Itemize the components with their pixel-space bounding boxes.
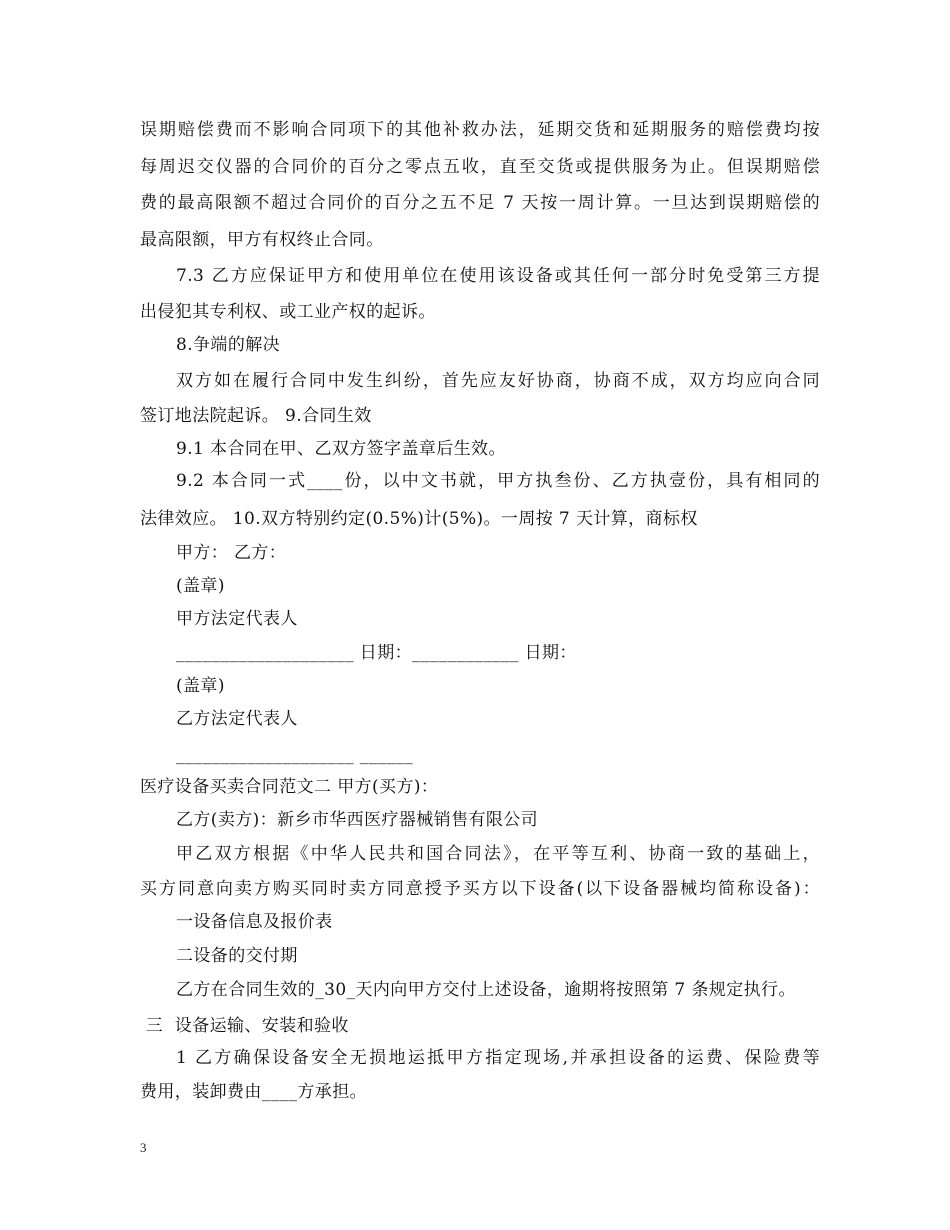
text-line: 双方如在履行合同中发生纠纷，首先应友好协商，协商不成，双方均应向合同 bbox=[176, 371, 820, 391]
text-line: 甲乙双方根据《中华人民共和国合同法》，在平等互利、协商一致的基础上， bbox=[176, 844, 820, 864]
text-line: 误期赔偿费而不影响合同项下的其他补救办法，延期交货和延期服务的赔偿费均按 bbox=[140, 120, 820, 140]
section-heading: 三 设备运输、安装和验收 bbox=[140, 1016, 349, 1036]
text-line: 乙方在合同生效的_30_天内向甲方交付上述设备，逾期将按照第 7 条规定执行。 bbox=[176, 980, 796, 1000]
text-line: 9.1 本合同在甲、乙双方签字盖章后生效。 bbox=[176, 439, 506, 459]
text-line: 乙方(卖方)：新乡市华西医疗器械销售有限公司 bbox=[176, 810, 539, 830]
text-line: 每周迟交仪器的合同价的百分之零点五收，直至交货或提供服务为止。但误期赔偿 bbox=[140, 157, 820, 177]
section-heading: 一设备信息及报价表 bbox=[176, 912, 333, 932]
signature-parties: 甲方： 乙方： bbox=[176, 543, 287, 563]
representative-label: 乙方法定代表人 bbox=[176, 709, 298, 729]
text-line: 1 乙方确保设备安全无损地运抵甲方指定现场,并承担设备的运费、保险费等 bbox=[176, 1048, 820, 1068]
text-line: 9.2 本合同一式____份，以中文书就，甲方执叁份、乙方执壹份，具有相同的 bbox=[176, 471, 820, 491]
text-line: 费的最高限额不超过合同价的百分之五不足 7 天按一周计算。一旦达到误期赔偿的 bbox=[140, 193, 820, 213]
section-heading: 8.争端的解决 bbox=[176, 335, 281, 355]
representative-label: 甲方法定代表人 bbox=[176, 609, 298, 629]
signature-date-line: ____________________ 日期：____________ 日期： bbox=[176, 643, 577, 663]
text-line: 7.3 乙方应保证甲方和使用单位在使用该设备或其任何一部分时免受第三方提 bbox=[176, 266, 820, 286]
text-line: 签订地法院起诉。 9.合同生效 bbox=[140, 406, 372, 426]
text-line: 法律效应。 10.双方特别约定(0.5%)计(5%)。一周按 7 天计算，商标权 bbox=[140, 509, 698, 529]
seal-label: (盖章) bbox=[176, 576, 225, 596]
section-heading: 二设备的交付期 bbox=[176, 946, 298, 966]
text-line: 买方同意向卖方购买同时卖方同意授予买方以下设备(以下设备器械均简称设备)： bbox=[140, 879, 820, 899]
page-number: 3 bbox=[140, 1140, 147, 1155]
text-line: 最高限额，甲方有权终止合同。 bbox=[140, 230, 384, 250]
text-line: 出侵犯其专利权、或工业产权的起诉。 bbox=[140, 302, 436, 322]
section-heading: 医疗设备买卖合同范文二 甲方(买方)： bbox=[140, 777, 439, 797]
signature-line: ____________________ ______ bbox=[176, 745, 414, 765]
text-line: 费用，装卸费由____方承担。 bbox=[140, 1082, 367, 1102]
seal-label: (盖章) bbox=[176, 676, 225, 696]
